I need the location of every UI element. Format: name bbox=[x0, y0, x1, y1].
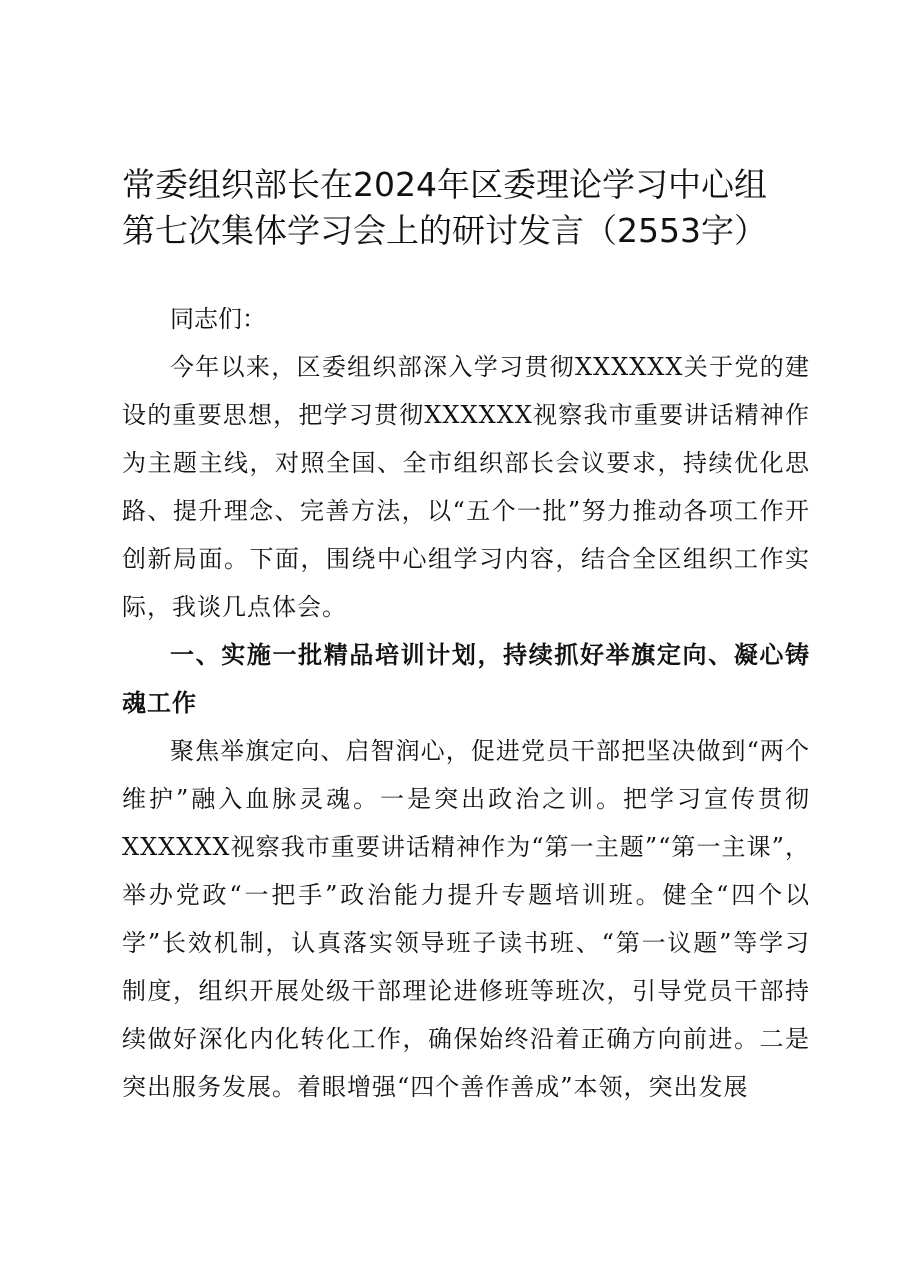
document-title bbox=[122, 162, 812, 254]
section-heading-1: 一、实施一批精品培训计划，持续抓好举旗定向、凝心铸魂工作 bbox=[122, 641, 810, 717]
document-body bbox=[122, 295, 810, 1111]
paragraph-section-1: 聚焦举旗定向、启智润心，促进党员干部把坚决做到“两个维护”融入血脉灵魂。一是突出政治之训。把学习宣传贯彻XXXXXX视察我市重要讲话精神作为“第一主题”“第一主课”，举办党政“一把手”政治能力提升专题培训班。健全“四个以学”长效机制，认真落实领导班子读书班、“第一议题”等学习制度，组织开展处级干部理论进修班等班次，引导党员干部持续做好深化内化转化工作，确保始终沿着正确方向前进。二是突出服务发展。着眼增强“四个善作善成”本领，突出发展 bbox=[122, 737, 810, 1101]
greeting: 同志们： bbox=[170, 305, 266, 333]
title-line-1: 常委组织部长在2024年区委理论学习中心组 bbox=[122, 165, 767, 204]
paragraph-intro: 今年以来，区委组织部深入学习贯彻XXXXXX关于党的建设的重要思想，把学习贯彻XXXXXX视察我市重要讲话精神作为主题主线，对照全国、全市组织部长会议要求，持续优化思路、提升理念、完善方法，以“五个一批”努力推动各项工作开创新局面。下面，围绕中心组学习内容，结合全区组织工作实际，我谈几点体会。 bbox=[122, 353, 810, 621]
title-line-2: 第七次集体学习会上的研讨发言（2553字） bbox=[122, 211, 767, 250]
